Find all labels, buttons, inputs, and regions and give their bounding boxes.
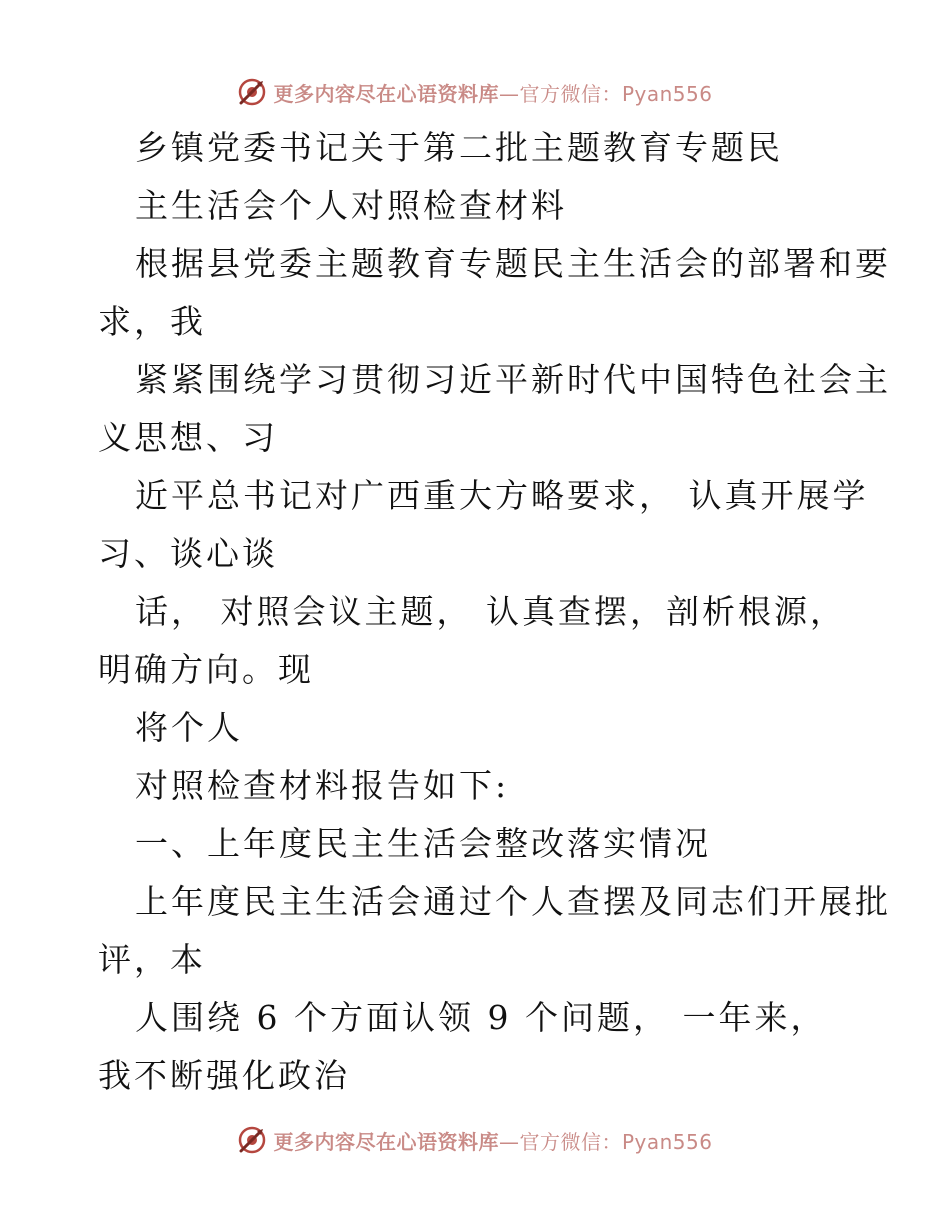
document-line: 乡镇党委书记关于第二批主题教育专题民 (135, 128, 783, 167)
logo-icon (237, 77, 267, 107)
watermark-text (273, 1126, 712, 1155)
watermark-label: 更多内容尽在心语资料库 (273, 81, 499, 106)
document-line: 根据县党委主题教育专题民主生活会的部署和要 (135, 244, 891, 283)
watermark-contact: —官方微信：Pyan556 (498, 1129, 713, 1154)
document-line: 义思想、习 (98, 418, 278, 457)
document-line: 评，本 (98, 940, 206, 979)
section-heading: 一、上年度民主生活会整改落实情况 (135, 824, 711, 863)
document-line: 话， 对照会议主题， 认真查摆，剖析根源， (135, 592, 846, 631)
watermark-text (273, 78, 712, 107)
document-line: 明确方向。现 (98, 650, 314, 689)
document-line: 近平总书记对广西重大方略要求， 认真开展学 (135, 476, 869, 515)
document-line: 我不断强化政治 (98, 1056, 350, 1095)
document-line: 对照检查材料报告如下: (135, 766, 510, 805)
document-line: 将个人 (135, 708, 243, 747)
document-line: 紧紧围绕学习贯彻习近平新时代中国特色社会主 (135, 360, 891, 399)
document-line: 人围绕 6 个方面认领 9 个问题， 一年来， (135, 998, 827, 1037)
watermark-contact: —官方微信：Pyan556 (498, 81, 713, 106)
document-line: 上年度民主生活会通过个人查摆及同志们开展批 (135, 882, 891, 921)
header-watermark-banner (0, 72, 950, 112)
footer-watermark-banner (0, 1120, 950, 1160)
document-line: 求，我 (98, 302, 206, 341)
document-line: 主生活会个人对照检查材料 (135, 186, 567, 225)
document-line: 习、谈心谈 (98, 534, 278, 573)
watermark-label: 更多内容尽在心语资料库 (273, 1129, 499, 1154)
logo-icon (237, 1125, 267, 1155)
